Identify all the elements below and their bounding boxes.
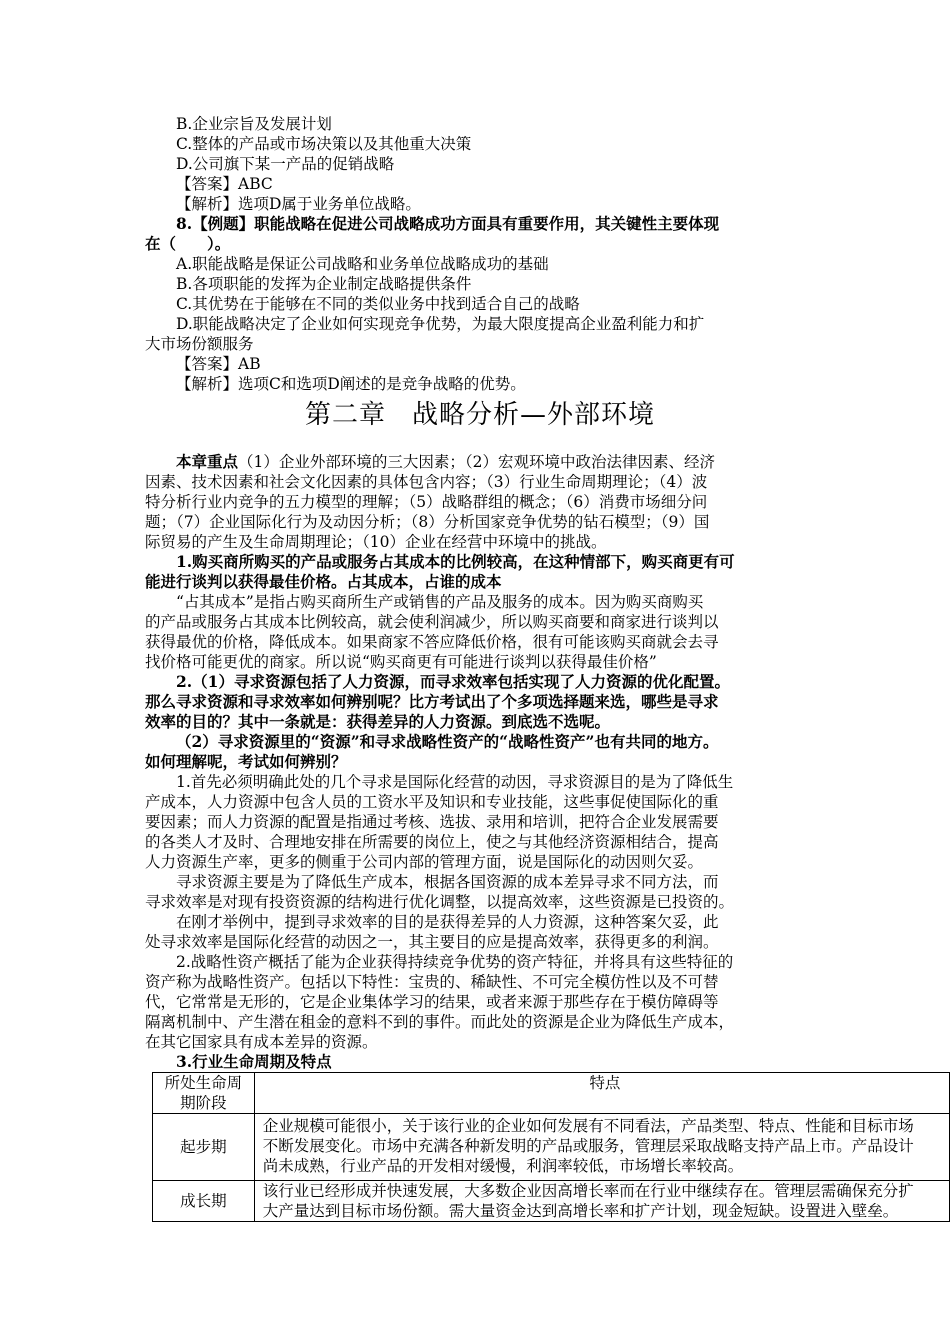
- example8-analysis: 【解析】选项C和选项D阐述的是竞争战略的优势。: [176, 375, 526, 393]
- chapter-title: [145, 398, 815, 432]
- key-points-line2: 因素、技术因素和社会文化因素的具体包含内容；（3）行业生命周期理论；（4）波: [145, 473, 708, 491]
- item2-q1-line3: 效率的目的？其中一条就是：获得差异的人力资源。到底选不选呢。: [145, 712, 611, 731]
- stage-cell: 成长期: [153, 1181, 255, 1222]
- option-c: C.整体的产品或市场决策以及其他重大决策: [176, 135, 472, 153]
- item2-q1-line2: 那么寻求资源和寻求效率如何辨别呢？比方考试出了个多项选择题来选，哪些是寻求: [145, 692, 719, 711]
- table-header-row: [153, 1073, 950, 1114]
- key-points-label: 本章重点: [176, 452, 239, 471]
- item2-p4-line2: 资产称为战略性资产。包括以下特性：宝贵的、稀缺性、不可完全模仿性以及不可替: [145, 973, 719, 991]
- item1-body-line3: 获得最优的价格，降低成本。如果商家不答应降低价格，很有可能该购买商就会去寻: [145, 633, 719, 651]
- example8-option-c: C.其优势在于能够在不同的类似业务中找到适合自己的战略: [176, 295, 580, 313]
- item1-body-line1: “占其成本”是指占购买商所生产或销售的产品及服务的成本。因为购买商购买: [176, 593, 704, 611]
- item2-q2-line2: 如何理解呢，考试如何辨别？: [145, 752, 347, 771]
- item2-q2-line1: （2）寻求资源里的“资源”和寻求战略性资产的“战略性资产”也有共同的地方。: [176, 732, 719, 751]
- chapter-name: 战略分析—外部环境: [412, 400, 656, 430]
- item1-body-line2: 的产品或服务占其成本比例较高，就会使利润减少，所以购买商要和商家进行谈判以: [145, 613, 719, 631]
- item2-p1-line2: 产成本，人力资源中包含人员的工资水平及知识和专业技能，这些事促使国际化的重: [145, 793, 719, 811]
- example8-answer: 【答案】AB: [176, 355, 261, 373]
- analysis: 【解析】选项D属于业务单位战略。: [176, 195, 421, 213]
- item2-p1-line3: 要因素；而人力资源的配置是指通过考核、选拔、录用和培训，把符合企业发展需要: [145, 813, 719, 831]
- key-points-line4: 题；（7）企业国际化行为及动因分析；（8）分析国家竞争优势的钻石模型；（9）国: [145, 513, 710, 531]
- example8-option-d-line2: 大市场份额服务: [145, 335, 254, 353]
- stage-cell: 起步期: [153, 1114, 255, 1181]
- lifecycle-table: [152, 1072, 950, 1222]
- item3-heading: 3.行业生命周期及特点: [176, 1052, 332, 1071]
- item2-p4-line4: 隔离机制中、产生潜在租金的意料不到的事件。而此处的资源是企业为降低生产成本，: [145, 1013, 735, 1031]
- item1-heading-line2: 能进行谈判以获得最佳价格。占其成本，占谁的成本: [145, 572, 502, 591]
- item2-p2-line2: 寻求效率是对现有投资资源的结构进行优化调整，以提高效率，这些资源是已投资的。: [145, 893, 735, 911]
- example8-question-line2: 在（ ）。: [145, 234, 231, 253]
- example8-option-d-line1: D.职能战略决定了企业如何实现竞争优势，为最大限度提高企业盈利能力和扩: [176, 315, 705, 333]
- document-page: [145, 114, 815, 1072]
- answer: 【答案】ABC: [176, 175, 273, 193]
- option-b: B.企业宗旨及发展计划: [176, 115, 332, 133]
- item2-p1-line4: 的各类人才及时、合理地安排在所需要的岗位上，使之与其他经济资源相结合，提高: [145, 833, 719, 851]
- item2-p1-line5: 人力资源生产率，更多的侧重于公司内部的管理方面，说是国际化的动因则欠妥。: [145, 853, 704, 871]
- item2-p4-line3: 代，它常常是无形的，它是企业集体学习的结果，或者来源于那些存在于模仿障碍等: [145, 993, 719, 1011]
- key-points-line5: 际贸易的产生及生命周期理论；（10）企业在经营中环境中的挑战。: [145, 533, 607, 551]
- key-points-line1: 本章重点（1）企业外部环境的三大因素；（2）宏观环境中政治法律因素、经济: [176, 452, 715, 471]
- item1-heading-line1: 1.购买商所购买的产品或服务占其成本的比例较高，在这种情部下，购买商更有可: [176, 552, 735, 571]
- option-d: D.公司旗下某一产品的促销战略: [176, 155, 395, 173]
- header-stage: 所处生命周 期阶段: [153, 1073, 255, 1114]
- feature-cell: 企业规模可能很小，关于该行业的企业如何发展有不同看法，产品类型、特点、性能和目标市场 不断发展变化。市场中充满各种新发明的产品或服务，管理层采取战略支持产品上市。产品设计 尚未成熟，行业产品的开发相对缓慢，利润率较低，市场增长率较高。: [254, 1114, 949, 1181]
- example8-option-a: A.职能战略是保证公司战略和业务单位战略成功的基础: [176, 255, 549, 273]
- table-row: [153, 1181, 950, 1222]
- item2-p2-line1: 寻求资源主要是为了降低生产成本，根据各国资源的成本差异寻求不同方法，而: [176, 873, 719, 891]
- key-points-line3: 特分析行业内竞争的五力模型的理解；（5）战略群组的概念；（6）消费市场细分问: [145, 493, 708, 511]
- example8-question-line1: 8.【例题】职能战略在促进公司战略成功方面具有重要作用，其关键性主要体现: [176, 214, 720, 233]
- item2-p4-line5: 在其它国家具有成本差异的资源。: [145, 1033, 378, 1051]
- table-row: [153, 1114, 950, 1181]
- item2-p3-line2: 处寻求效率是国际化经营的动因之一，其主要目的应是提高效率，获得更多的利润。: [145, 933, 719, 951]
- item2-p4-line1: 2.战略性资产概括了能为企业获得持续竞争优势的资产特征，并将具有这些特征的: [176, 953, 734, 971]
- item2-p1-line1: 1.首先必须明确此处的几个寻求是国际化经营的动因，寻求资源目的是为了降低生: [176, 773, 734, 791]
- chapter-number: 第二章: [304, 400, 386, 430]
- feature-cell: 该行业已经形成并快速发展，大多数企业因高增长率而在行业中继续存在。管理层需确保充分扩 大产量达到目标市场份额。需大量资金达到高增长率和扩产计划，现金短缺。设置进入壁垒。: [254, 1181, 949, 1222]
- item2-p3-line1: 在刚才举例中，提到寻求效率的目的是获得差异的人力资源，这种答案欠妥，此: [176, 913, 719, 931]
- header-features: 特点: [254, 1073, 949, 1114]
- item1-body-line4: 找价格可能更优的商家。所以说“购买商更有可能进行谈判以获得最佳价格”: [145, 653, 657, 671]
- example8-option-b: B.各项职能的发挥为企业制定战略提供条件: [176, 275, 472, 293]
- item2-q1-line1: 2.（1）寻求资源包括了人力资源，而寻求效率包括实现了人力资源的优化配置。: [176, 672, 730, 691]
